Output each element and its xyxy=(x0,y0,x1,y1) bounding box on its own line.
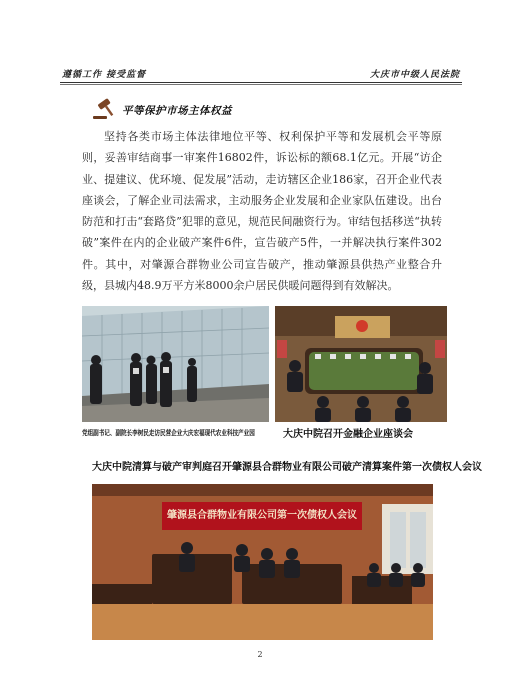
body-paragraph: 坚持各类市场主体法律地位平等、权利保护平等和发展机会平等原则，妥善审结商事一审案件16802件，诉讼标的额68.1亿元。开展“访企业、提建议、优环境、促发展”活动，走访辖区企业186家，召开企业代表座谈会，了解企业司法需求，主动服务企业发展和企业家队伍建设。出台防范和打击“套路贷”犯罪的意见，规范民间融资行为。审结包括移送“执转破”案件在内的企业破产案件6件，宣告破产5件，一并解决执行案件302件。其中，对肇源合群物业公司宣告破产，推动肇源县供热产业整合升级，县城内48.9万平方米8000余户居民供暖问题得到有效解决。 xyxy=(82,130,442,293)
page-number: 2 xyxy=(257,650,263,659)
courtroom-photo xyxy=(92,484,433,640)
gavel-icon xyxy=(92,98,118,120)
photo-caption-meeting: 大庆中院召开金融企业座谈会 xyxy=(283,429,413,440)
header-rule-thin xyxy=(60,84,462,85)
photo-caption-courtroom: 大庆中院清算与破产审判庭召开肇源县合群物业有限公司破产清算案件第一次债权人会议 xyxy=(92,462,482,473)
meeting-photo xyxy=(275,306,447,422)
courtroom-banner: 肇源县合群物业有限公司第一次债权人会议 xyxy=(167,510,357,521)
section-heading xyxy=(92,98,232,120)
photo-caption-visit: 党组副书记、副院长李树民走访民营企业大庆宏福现代农业科技产业园 xyxy=(82,429,255,437)
greenhouse-visit-photo xyxy=(82,306,269,422)
header-right-text: 大庆市中级人民法院 xyxy=(369,70,460,80)
header-rule xyxy=(60,82,462,83)
section-title: 平等保护市场主体权益 xyxy=(122,104,232,117)
header-left-text: 遵循工作 接受监督 xyxy=(62,70,147,80)
page-header xyxy=(62,67,460,81)
